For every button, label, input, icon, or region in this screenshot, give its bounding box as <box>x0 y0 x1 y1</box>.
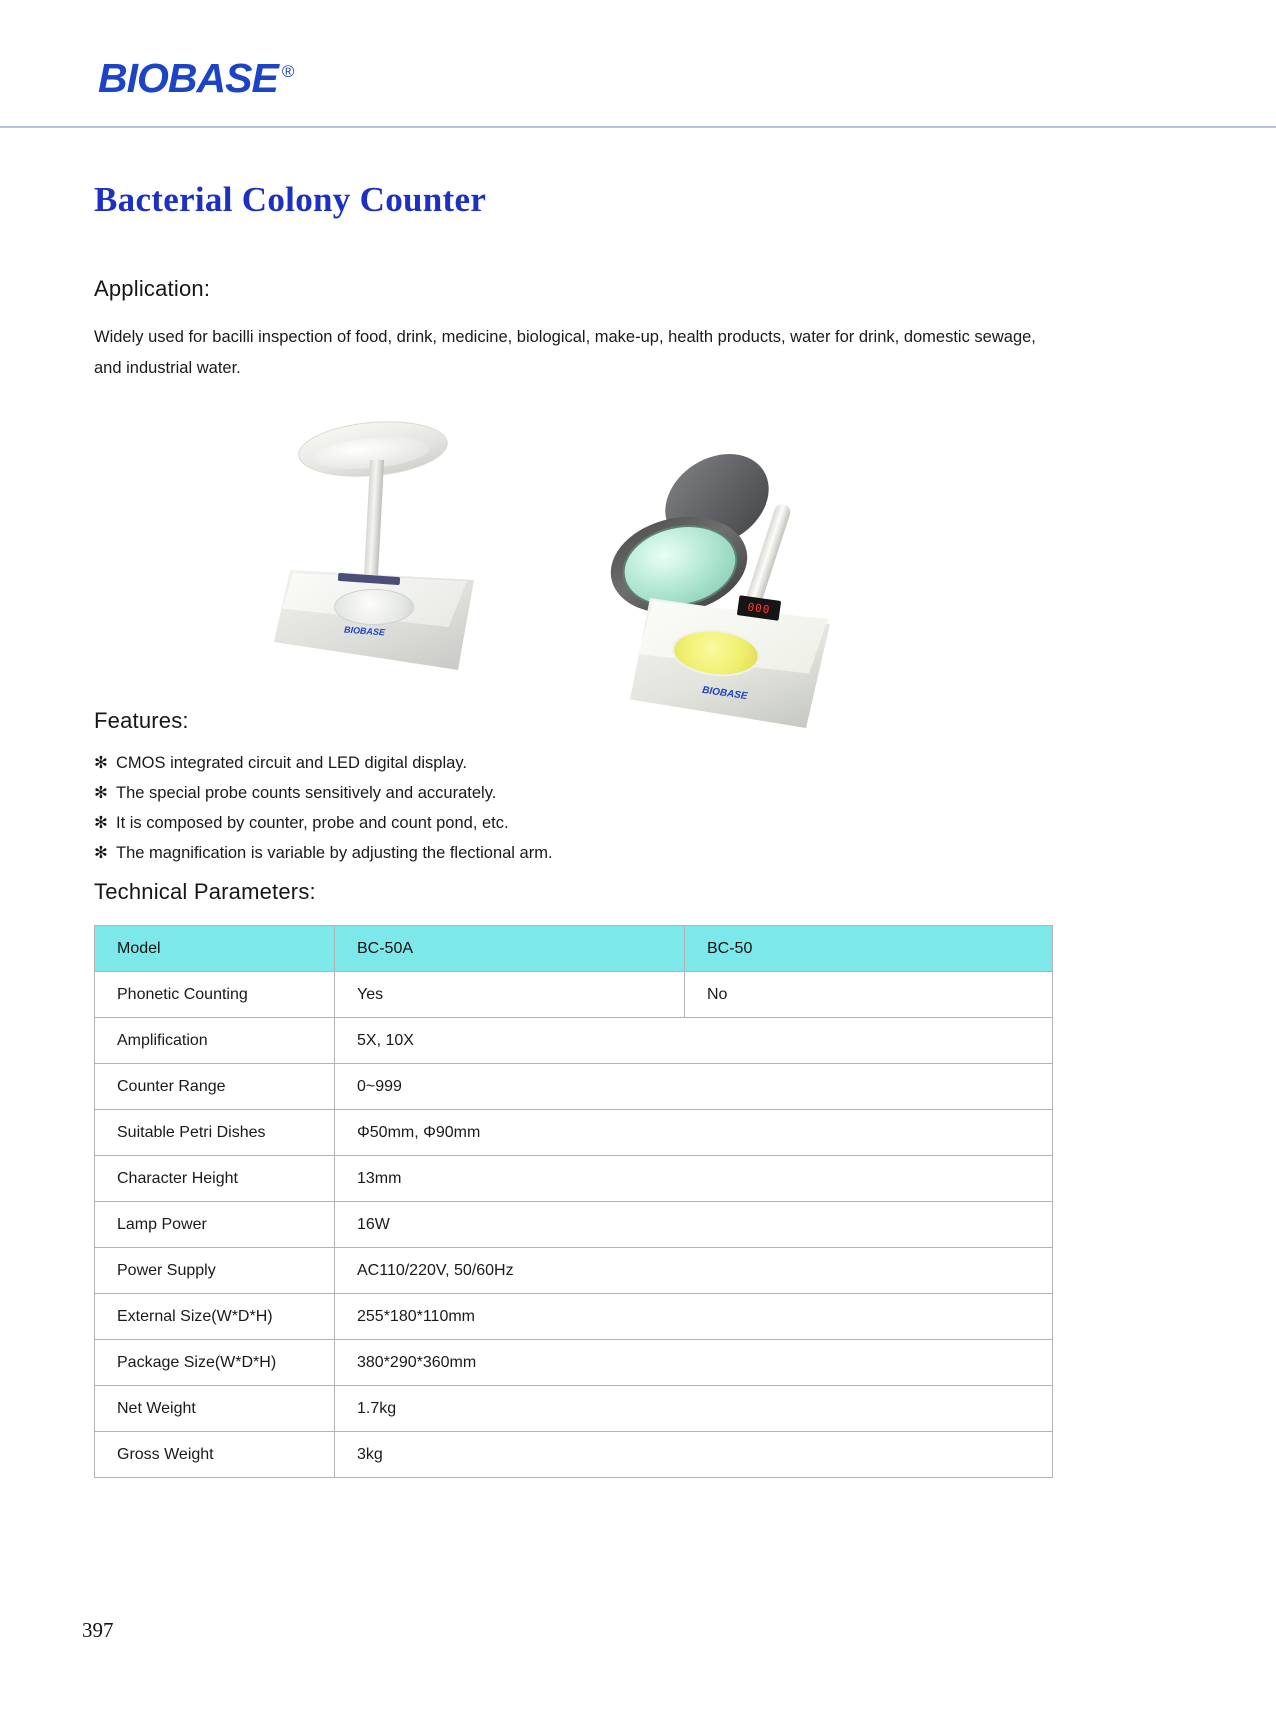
row-label: Power Supply <box>95 1248 335 1294</box>
feature-text: The special probe counts sensitively and accurately. <box>116 784 497 802</box>
table-row <box>95 972 1053 1018</box>
feature-text: CMOS integrated circuit and LED digital display. <box>116 754 467 772</box>
colony-counter-device-left-image <box>260 410 490 710</box>
device-brand-left: BIOBASE <box>343 624 386 638</box>
row-value-shared: 255*180*110mm <box>335 1294 1053 1340</box>
feature-item <box>94 838 1054 868</box>
table-header-cell-bc50: BC-50 <box>685 926 1053 972</box>
feature-item <box>94 748 1054 778</box>
support-arm-left <box>364 460 384 578</box>
technical-parameters-heading: Technical Parameters: <box>94 879 316 904</box>
row-label: Counter Range <box>95 1064 335 1110</box>
table-row <box>95 1294 1053 1340</box>
row-value-shared: 16W <box>335 1202 1053 1248</box>
row-value-shared: 13mm <box>335 1156 1053 1202</box>
row-label: Phonetic Counting <box>95 972 335 1018</box>
product-images <box>260 400 900 750</box>
bullet-star-icon: ✻ <box>94 754 108 772</box>
technical-parameters-table <box>94 925 1053 1478</box>
row-label: Lamp Power <box>95 1202 335 1248</box>
feature-item <box>94 808 1054 838</box>
row-value-shared: 1.7kg <box>335 1386 1053 1432</box>
bullet-star-icon: ✻ <box>94 844 108 862</box>
bullet-star-icon: ✻ <box>94 814 108 832</box>
bullet-star-icon: ✻ <box>94 784 108 802</box>
row-label: Net Weight <box>95 1386 335 1432</box>
row-value-shared: AC110/220V, 50/60Hz <box>335 1248 1053 1294</box>
row-value-shared: 5X, 10X <box>335 1018 1053 1064</box>
row-value-bc50a: Yes <box>335 972 685 1018</box>
logo-text: BIOBASE <box>98 55 278 101</box>
row-label: External Size(W*D*H) <box>95 1294 335 1340</box>
page-title: Bacterial Colony Counter <box>94 180 487 219</box>
row-label: Suitable Petri Dishes <box>95 1110 335 1156</box>
table-row <box>95 1386 1053 1432</box>
application-heading: Application: <box>94 276 211 301</box>
table-row <box>95 1110 1053 1156</box>
feature-text: The magnification is variable by adjusting the flectional arm. <box>116 844 553 862</box>
table-row <box>95 1432 1053 1478</box>
features-list <box>94 748 1054 868</box>
page-number: 397 <box>82 1618 114 1642</box>
table-row <box>95 1202 1053 1248</box>
features-heading: Features: <box>94 708 189 733</box>
table-header-row <box>95 926 1053 972</box>
table-header-cell-model: Model <box>95 926 335 972</box>
application-text: Widely used for bacilli inspection of food, drink, medicine, biological, make-up, health products, water for drink, domestic sewage, and industrial water. <box>94 328 1036 377</box>
petri-dish-left <box>334 589 414 625</box>
row-value-shared: 3kg <box>335 1432 1053 1478</box>
registered-trademark-icon: ® <box>281 62 294 82</box>
row-value-shared: 0~999 <box>335 1064 1053 1110</box>
row-value-shared: Φ50mm, Φ90mm <box>335 1110 1053 1156</box>
table-row <box>95 1018 1053 1064</box>
table-row <box>95 1064 1053 1110</box>
row-label: Amplification <box>95 1018 335 1064</box>
row-label: Character Height <box>95 1156 335 1202</box>
feature-item <box>94 778 1054 808</box>
table-row <box>95 1340 1053 1386</box>
table-row <box>95 1156 1053 1202</box>
led-display-value: 000 <box>746 599 772 617</box>
page-header <box>0 0 1276 128</box>
row-label: Gross Weight <box>95 1432 335 1478</box>
row-label: Package Size(W*D*H) <box>95 1340 335 1386</box>
table-header-cell-bc50a: BC-50A <box>335 926 685 972</box>
feature-text: It is composed by counter, probe and count pond, etc. <box>116 814 509 832</box>
colony-counter-device-right-image <box>610 440 900 750</box>
row-value-bc50: No <box>685 972 1053 1018</box>
biobase-logo <box>98 55 293 102</box>
device-brand-right: BIOBASE <box>701 684 749 703</box>
row-value-shared: 380*290*360mm <box>335 1340 1053 1386</box>
table-row <box>95 1248 1053 1294</box>
